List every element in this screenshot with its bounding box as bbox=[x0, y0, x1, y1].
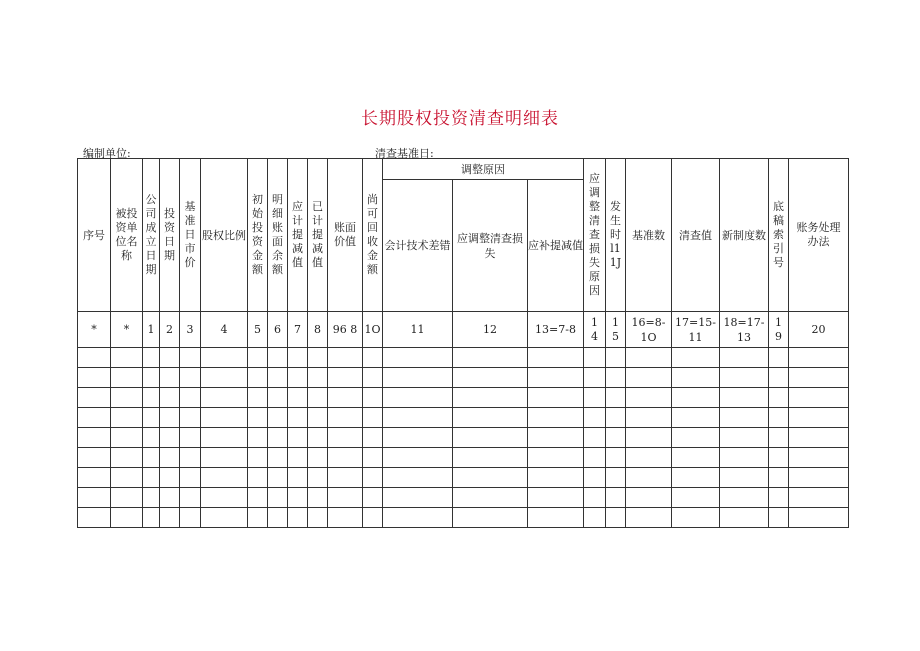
empty-cell bbox=[383, 388, 453, 408]
empty-cell bbox=[308, 508, 328, 528]
empty-cell bbox=[584, 368, 606, 388]
empty-cell bbox=[180, 388, 201, 408]
empty-cell bbox=[308, 448, 328, 468]
empty-cell bbox=[606, 488, 626, 508]
empty-cell bbox=[363, 448, 383, 468]
empty-cell bbox=[606, 388, 626, 408]
empty-cell bbox=[672, 448, 720, 468]
empty-cell bbox=[626, 468, 672, 488]
header-provisioned: 已计提减值 bbox=[308, 159, 328, 312]
empty-cell bbox=[383, 448, 453, 468]
empty-cell bbox=[720, 468, 769, 488]
empty-cell bbox=[769, 448, 789, 468]
empty-cell bbox=[769, 508, 789, 528]
empty-cell bbox=[180, 428, 201, 448]
empty-cell bbox=[769, 348, 789, 368]
empty-cell bbox=[453, 508, 528, 528]
empty-cell bbox=[143, 468, 160, 488]
empty-cell bbox=[78, 468, 111, 488]
empty-cell bbox=[160, 388, 180, 408]
empty-cell bbox=[201, 408, 248, 428]
empty-cell bbox=[328, 388, 363, 408]
empty-cell bbox=[584, 408, 606, 428]
index-row bbox=[78, 312, 849, 348]
header-adjust-loss-reason: 应调整清查损失原因 bbox=[584, 159, 606, 312]
index-cell: 16=8-1O bbox=[626, 312, 672, 348]
index-cell: 2 bbox=[160, 312, 180, 348]
header-investee: 被投资单位名称 bbox=[111, 159, 143, 312]
header-adjust-loss: 应调整清查损失 bbox=[453, 180, 528, 312]
empty-cell bbox=[201, 428, 248, 448]
empty-cell bbox=[268, 468, 288, 488]
header-equity-ratio: 股权比例 bbox=[201, 159, 248, 312]
empty-cell bbox=[363, 428, 383, 448]
empty-cell bbox=[363, 348, 383, 368]
empty-cell bbox=[453, 448, 528, 468]
empty-cell bbox=[288, 408, 308, 428]
empty-cell bbox=[453, 408, 528, 428]
empty-cell bbox=[528, 508, 584, 528]
empty-cell bbox=[160, 348, 180, 368]
index-cell: 7 bbox=[288, 312, 308, 348]
empty-cell bbox=[160, 428, 180, 448]
header-market-price: 基准日市价 bbox=[180, 159, 201, 312]
empty-cell bbox=[720, 388, 769, 408]
header-check-value: 清查值 bbox=[672, 159, 720, 312]
empty-cell bbox=[672, 348, 720, 368]
empty-cell bbox=[180, 408, 201, 428]
empty-cell bbox=[383, 408, 453, 428]
empty-cell bbox=[268, 428, 288, 448]
table-row bbox=[78, 368, 849, 388]
empty-cell bbox=[328, 448, 363, 468]
empty-cell bbox=[180, 368, 201, 388]
empty-cell bbox=[160, 408, 180, 428]
empty-cell bbox=[111, 408, 143, 428]
header-new-amount: 新制度数 bbox=[720, 159, 769, 312]
header-occur-time: 发生时l11J bbox=[606, 159, 626, 312]
empty-cell bbox=[383, 368, 453, 388]
empty-cell bbox=[769, 368, 789, 388]
empty-cell bbox=[789, 468, 849, 488]
header-accounting-error: 会计技术差错 bbox=[383, 180, 453, 312]
empty-cell bbox=[268, 408, 288, 428]
empty-cell bbox=[201, 388, 248, 408]
index-cell: 96 8 bbox=[328, 312, 363, 348]
unit-label: 编制单位: bbox=[83, 147, 131, 160]
header-should-provision: 应计提减值 bbox=[288, 159, 308, 312]
empty-cell bbox=[453, 428, 528, 448]
empty-cell bbox=[363, 408, 383, 428]
empty-cell bbox=[453, 488, 528, 508]
empty-cell bbox=[453, 468, 528, 488]
empty-cell bbox=[626, 488, 672, 508]
empty-cell bbox=[143, 408, 160, 428]
empty-cell bbox=[606, 448, 626, 468]
page-title: 长期股权投资清查明细表 bbox=[361, 109, 559, 129]
header-base-amount: 基准数 bbox=[626, 159, 672, 312]
empty-cell bbox=[328, 408, 363, 428]
empty-cell bbox=[789, 368, 849, 388]
empty-cell bbox=[606, 408, 626, 428]
empty-cell bbox=[308, 348, 328, 368]
empty-cell bbox=[308, 388, 328, 408]
empty-cell bbox=[268, 348, 288, 368]
table-row bbox=[78, 508, 849, 528]
empty-cell bbox=[383, 508, 453, 528]
empty-cell bbox=[111, 428, 143, 448]
empty-cell bbox=[248, 388, 268, 408]
empty-cell bbox=[769, 468, 789, 488]
empty-cell bbox=[383, 468, 453, 488]
empty-cell bbox=[78, 508, 111, 528]
empty-cell bbox=[528, 448, 584, 468]
empty-cell bbox=[160, 468, 180, 488]
empty-cell bbox=[626, 348, 672, 368]
empty-cell bbox=[288, 468, 308, 488]
index-cell: 3 bbox=[180, 312, 201, 348]
empty-cell bbox=[328, 488, 363, 508]
header-draft-index: 底稿索引号 bbox=[769, 159, 789, 312]
empty-cell bbox=[453, 368, 528, 388]
empty-cell bbox=[606, 508, 626, 528]
empty-cell bbox=[720, 408, 769, 428]
empty-cell bbox=[288, 508, 308, 528]
empty-cell bbox=[584, 448, 606, 468]
empty-cell bbox=[626, 388, 672, 408]
empty-cell bbox=[111, 508, 143, 528]
index-cell: 4 bbox=[201, 312, 248, 348]
empty-cell bbox=[111, 488, 143, 508]
empty-cell bbox=[528, 348, 584, 368]
empty-cell bbox=[111, 448, 143, 468]
empty-cell bbox=[78, 408, 111, 428]
index-cell: 11 bbox=[383, 312, 453, 348]
header-handling: 账务处理办法 bbox=[789, 159, 849, 312]
empty-cell bbox=[584, 348, 606, 368]
empty-cell bbox=[248, 348, 268, 368]
empty-cell bbox=[308, 368, 328, 388]
index-cell: 1 5 bbox=[606, 312, 626, 348]
empty-cell bbox=[363, 488, 383, 508]
empty-cell bbox=[672, 408, 720, 428]
empty-cell bbox=[789, 408, 849, 428]
table-row bbox=[78, 428, 849, 448]
header-ledger-balance: 明细账面余额 bbox=[268, 159, 288, 312]
header-invest-date: 投资日期 bbox=[160, 159, 180, 312]
empty-cell bbox=[248, 408, 268, 428]
empty-cell bbox=[528, 368, 584, 388]
empty-cell bbox=[143, 508, 160, 528]
table-row bbox=[78, 468, 849, 488]
table-row bbox=[78, 348, 849, 368]
table-row bbox=[78, 408, 849, 428]
empty-cell bbox=[143, 348, 160, 368]
empty-cell bbox=[328, 508, 363, 528]
index-cell: 1O bbox=[363, 312, 383, 348]
index-cell: 1 4 bbox=[584, 312, 606, 348]
empty-cell bbox=[789, 388, 849, 408]
empty-cell bbox=[769, 488, 789, 508]
empty-cell bbox=[201, 368, 248, 388]
empty-cell bbox=[453, 348, 528, 368]
empty-cell bbox=[143, 488, 160, 508]
empty-cell bbox=[78, 388, 111, 408]
header-adjust-group: 调整原因 bbox=[383, 159, 584, 180]
table-row bbox=[78, 388, 849, 408]
empty-cell bbox=[180, 488, 201, 508]
index-cell: 13=7-8 bbox=[528, 312, 584, 348]
empty-cell bbox=[626, 368, 672, 388]
empty-cell bbox=[248, 448, 268, 468]
empty-cell bbox=[201, 468, 248, 488]
empty-cell bbox=[78, 368, 111, 388]
empty-cell bbox=[672, 428, 720, 448]
empty-cell bbox=[383, 348, 453, 368]
empty-cell bbox=[111, 368, 143, 388]
empty-cell bbox=[789, 508, 849, 528]
header-book-value: 账面价值 bbox=[328, 159, 363, 312]
empty-cell bbox=[143, 428, 160, 448]
empty-cell bbox=[789, 448, 849, 468]
empty-cell bbox=[288, 448, 308, 468]
empty-cell bbox=[584, 428, 606, 448]
empty-cell bbox=[160, 508, 180, 528]
empty-cell bbox=[78, 488, 111, 508]
empty-cell bbox=[626, 508, 672, 528]
empty-cell bbox=[363, 368, 383, 388]
empty-cell bbox=[248, 428, 268, 448]
empty-cell bbox=[584, 508, 606, 528]
empty-cell bbox=[268, 508, 288, 528]
header-recoverable: 尚可回收金额 bbox=[363, 159, 383, 312]
empty-cell bbox=[143, 368, 160, 388]
empty-cell bbox=[288, 488, 308, 508]
empty-cell bbox=[111, 388, 143, 408]
empty-cell bbox=[672, 468, 720, 488]
empty-cell bbox=[328, 428, 363, 448]
empty-cell bbox=[720, 448, 769, 468]
empty-cell bbox=[78, 348, 111, 368]
empty-cell bbox=[268, 488, 288, 508]
empty-cell bbox=[363, 388, 383, 408]
header-initial-amount: 初始投资金额 bbox=[248, 159, 268, 312]
empty-cell bbox=[769, 388, 789, 408]
empty-cell bbox=[720, 428, 769, 448]
empty-cell bbox=[789, 428, 849, 448]
index-cell: 20 bbox=[789, 312, 849, 348]
empty-cell bbox=[584, 468, 606, 488]
empty-cell bbox=[383, 488, 453, 508]
empty-cell bbox=[584, 488, 606, 508]
empty-cell bbox=[528, 388, 584, 408]
empty-cell bbox=[672, 488, 720, 508]
empty-cell bbox=[143, 388, 160, 408]
table-row bbox=[78, 488, 849, 508]
empty-cell bbox=[528, 468, 584, 488]
empty-cell bbox=[584, 388, 606, 408]
empty-cell bbox=[672, 368, 720, 388]
empty-cell bbox=[453, 388, 528, 408]
empty-cell bbox=[363, 508, 383, 528]
header-supplement-provision: 应补提减值 bbox=[528, 180, 584, 312]
empty-cell bbox=[528, 408, 584, 428]
empty-cell bbox=[606, 428, 626, 448]
empty-cell bbox=[288, 388, 308, 408]
empty-cell bbox=[288, 428, 308, 448]
date-label: 清查基准日: bbox=[375, 147, 434, 160]
empty-cell bbox=[180, 468, 201, 488]
empty-cell bbox=[626, 408, 672, 428]
empty-cell bbox=[528, 428, 584, 448]
table-row bbox=[78, 448, 849, 468]
empty-cell bbox=[308, 488, 328, 508]
empty-cell bbox=[288, 348, 308, 368]
empty-cell bbox=[769, 408, 789, 428]
header-company-date: 公司成立日期 bbox=[143, 159, 160, 312]
empty-cell bbox=[308, 468, 328, 488]
index-cell: 5 bbox=[248, 312, 268, 348]
empty-cell bbox=[160, 368, 180, 388]
empty-cell bbox=[720, 368, 769, 388]
empty-cell bbox=[720, 488, 769, 508]
index-cell: 6 bbox=[268, 312, 288, 348]
empty-cell bbox=[789, 488, 849, 508]
empty-cell bbox=[672, 508, 720, 528]
empty-cell bbox=[363, 468, 383, 488]
empty-cell bbox=[111, 348, 143, 368]
empty-cell bbox=[180, 448, 201, 468]
empty-cell bbox=[308, 428, 328, 448]
index-cell: 17=15- 11 bbox=[672, 312, 720, 348]
index-cell: 8 bbox=[308, 312, 328, 348]
empty-cell bbox=[143, 448, 160, 468]
index-cell: 18=17- 13 bbox=[720, 312, 769, 348]
empty-cell bbox=[248, 368, 268, 388]
investment-table bbox=[77, 158, 849, 528]
empty-cell bbox=[528, 488, 584, 508]
empty-cell bbox=[769, 428, 789, 448]
empty-cell bbox=[268, 388, 288, 408]
empty-cell bbox=[308, 408, 328, 428]
empty-cell bbox=[288, 368, 308, 388]
empty-cell bbox=[201, 488, 248, 508]
empty-cell bbox=[672, 388, 720, 408]
index-cell: 1 bbox=[143, 312, 160, 348]
empty-cell bbox=[789, 348, 849, 368]
empty-cell bbox=[720, 508, 769, 528]
empty-cell bbox=[201, 448, 248, 468]
empty-cell bbox=[626, 448, 672, 468]
empty-cell bbox=[248, 468, 268, 488]
empty-cell bbox=[78, 448, 111, 468]
empty-cell bbox=[160, 488, 180, 508]
empty-cell bbox=[606, 468, 626, 488]
empty-cell bbox=[201, 508, 248, 528]
empty-cell bbox=[78, 428, 111, 448]
empty-cell bbox=[383, 428, 453, 448]
empty-cell bbox=[160, 448, 180, 468]
empty-cell bbox=[606, 368, 626, 388]
empty-cell bbox=[248, 488, 268, 508]
empty-cell bbox=[201, 348, 248, 368]
empty-cell bbox=[248, 508, 268, 528]
index-cell: * bbox=[78, 312, 111, 348]
empty-cell bbox=[626, 428, 672, 448]
empty-cell bbox=[180, 348, 201, 368]
empty-cell bbox=[720, 348, 769, 368]
empty-cell bbox=[180, 508, 201, 528]
empty-cell bbox=[328, 348, 363, 368]
empty-cell bbox=[328, 368, 363, 388]
header-seq: 序号 bbox=[78, 159, 111, 312]
index-cell: 1 9 bbox=[769, 312, 789, 348]
index-cell: * bbox=[111, 312, 143, 348]
empty-cell bbox=[606, 348, 626, 368]
index-cell: 12 bbox=[453, 312, 528, 348]
empty-cell bbox=[111, 468, 143, 488]
empty-cell bbox=[328, 468, 363, 488]
empty-cell bbox=[268, 368, 288, 388]
empty-cell bbox=[268, 448, 288, 468]
